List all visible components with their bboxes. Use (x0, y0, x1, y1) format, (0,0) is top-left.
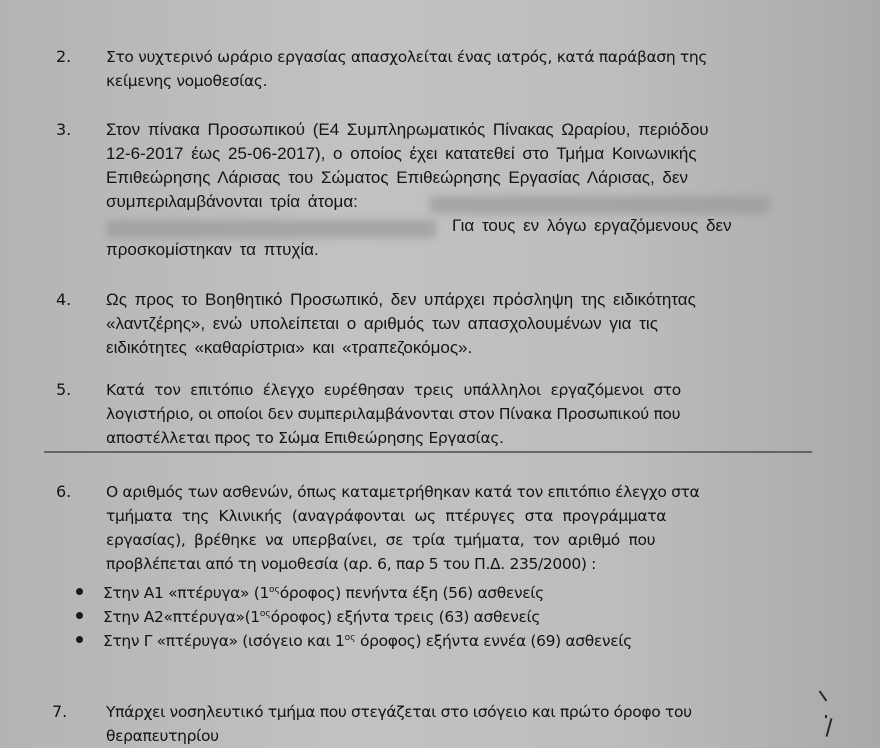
item-number: 7. (52, 702, 68, 721)
horizontal-rule (44, 451, 812, 453)
item-text-line: Επιθεώρησης Λάρισας του Σώματος Επιθεώρησης Εργασίας Λάρισας, δεν (106, 168, 688, 187)
item-text-line: αποστέλλεται προς το Σώμα Επιθεώρησης Εργασίας. (106, 429, 504, 447)
pen-mark (826, 718, 833, 737)
item-number: 2. (56, 47, 72, 66)
item-text-line: προβλέπεται από τη νομοθεσία (αρ. 6, παρ 5 του Π.Δ. 235/2000) : (106, 555, 597, 573)
bullet-icon (76, 612, 83, 619)
item-number: 4. (56, 290, 72, 309)
item-number: 3. (56, 120, 72, 139)
item-text-line: 12-6-2017 έως 25-06-2017), ο οποίος έχει κατατεθεί στο Τμήμα Κοινωνικής (106, 144, 697, 163)
item-number: 5. (56, 380, 72, 399)
item-text-line: ειδικότητες «καθαρίστρια» και «τραπεζοκόμος». (106, 338, 473, 357)
bullet-text: Στην Α1 «πτέρυγα» $(1^{o\varsigma}ό\rho o\varphi o\varsigma)$ πενήντα έξη (56) ασθενείς (103, 584, 544, 602)
pen-mark (825, 715, 827, 718)
bullet-text: Στην $A2«\pi\tau έ\rho\upsilon\gamma\alpha»(1^{o\varsigma}ό\rho o\varphi o\varsigma)$ εξήντα τρεις (63) ασθενείς (103, 608, 541, 626)
pen-mark (819, 691, 828, 702)
item-text-line: προσκομίστηκαν τα πτυχία. (106, 240, 319, 259)
item-text-line: κείμενης νομοθεσίας. (106, 72, 268, 90)
item-text-line: Υπάρχει νοσηλευτικό τμήμα που στεγάζεται στο ισόγειο και πρώτο όροφο του (106, 703, 692, 721)
item-text-line: εργασίας), βρέθηκε να υπερβαίνει, σε τρία τμήματα, τον αριθμό που (106, 531, 656, 549)
redacted-names-block (106, 220, 436, 238)
item-text-line: Ο αριθμός των ασθενών, όπως καταμετρήθηκαν κατά τον επιτόπιο έλεγχο στα (106, 483, 700, 501)
item-text-line: Στο νυχτερινό ωράριο εργασίας απασχολείται ένας ιατρός, κατά παράβαση της (106, 48, 708, 66)
item-text-line: λογιστήριο, οι οποίοι δεν συμπεριλαμβάνονται στον Πίνακα Προσωπικού που (106, 405, 681, 423)
item-text-line: θεραπευτηρίου (106, 727, 219, 745)
item-number: 6. (56, 482, 72, 501)
item-text-line: Στον πίνακα Προσωπικού (Ε4 Συμπληρωματικός Πίνακας Ωραρίου, περιόδου (106, 120, 709, 139)
bullet-icon (76, 636, 83, 643)
item-text-line: Για τους εν λόγω εργαζόμενους δεν (452, 216, 732, 235)
item-text-line: τμήματα της Κλινικής (αναγράφονται ως πτέρυγες στα προγράμματα (106, 507, 667, 525)
redacted-names-block (430, 196, 770, 214)
bullet-text: Στην Γ «πτέρυγα» (ισόγειο και $1^{o\varsigma}$ όροφος) εξήντα εννέα (69) ασθενείς (103, 632, 632, 650)
bullet-icon (76, 588, 83, 595)
item-text-line: Κατά τον επιτόπιο έλεγχο ευρέθησαν τρεις υπάλληλοι εργαζόμενοι στο (106, 381, 681, 399)
item-text-line: συμπεριλαμβάνονται τρία άτομα: (106, 192, 358, 211)
item-text-line: Ως προς το Βοηθητικό Προσωπικό, δεν υπάρχει πρόσληψη της ειδικότητας (106, 290, 696, 309)
item-text-line: «λαντζέρης», ενώ υπολείπεται ο αριθμός των απασχολουμένων για τις (106, 314, 658, 333)
